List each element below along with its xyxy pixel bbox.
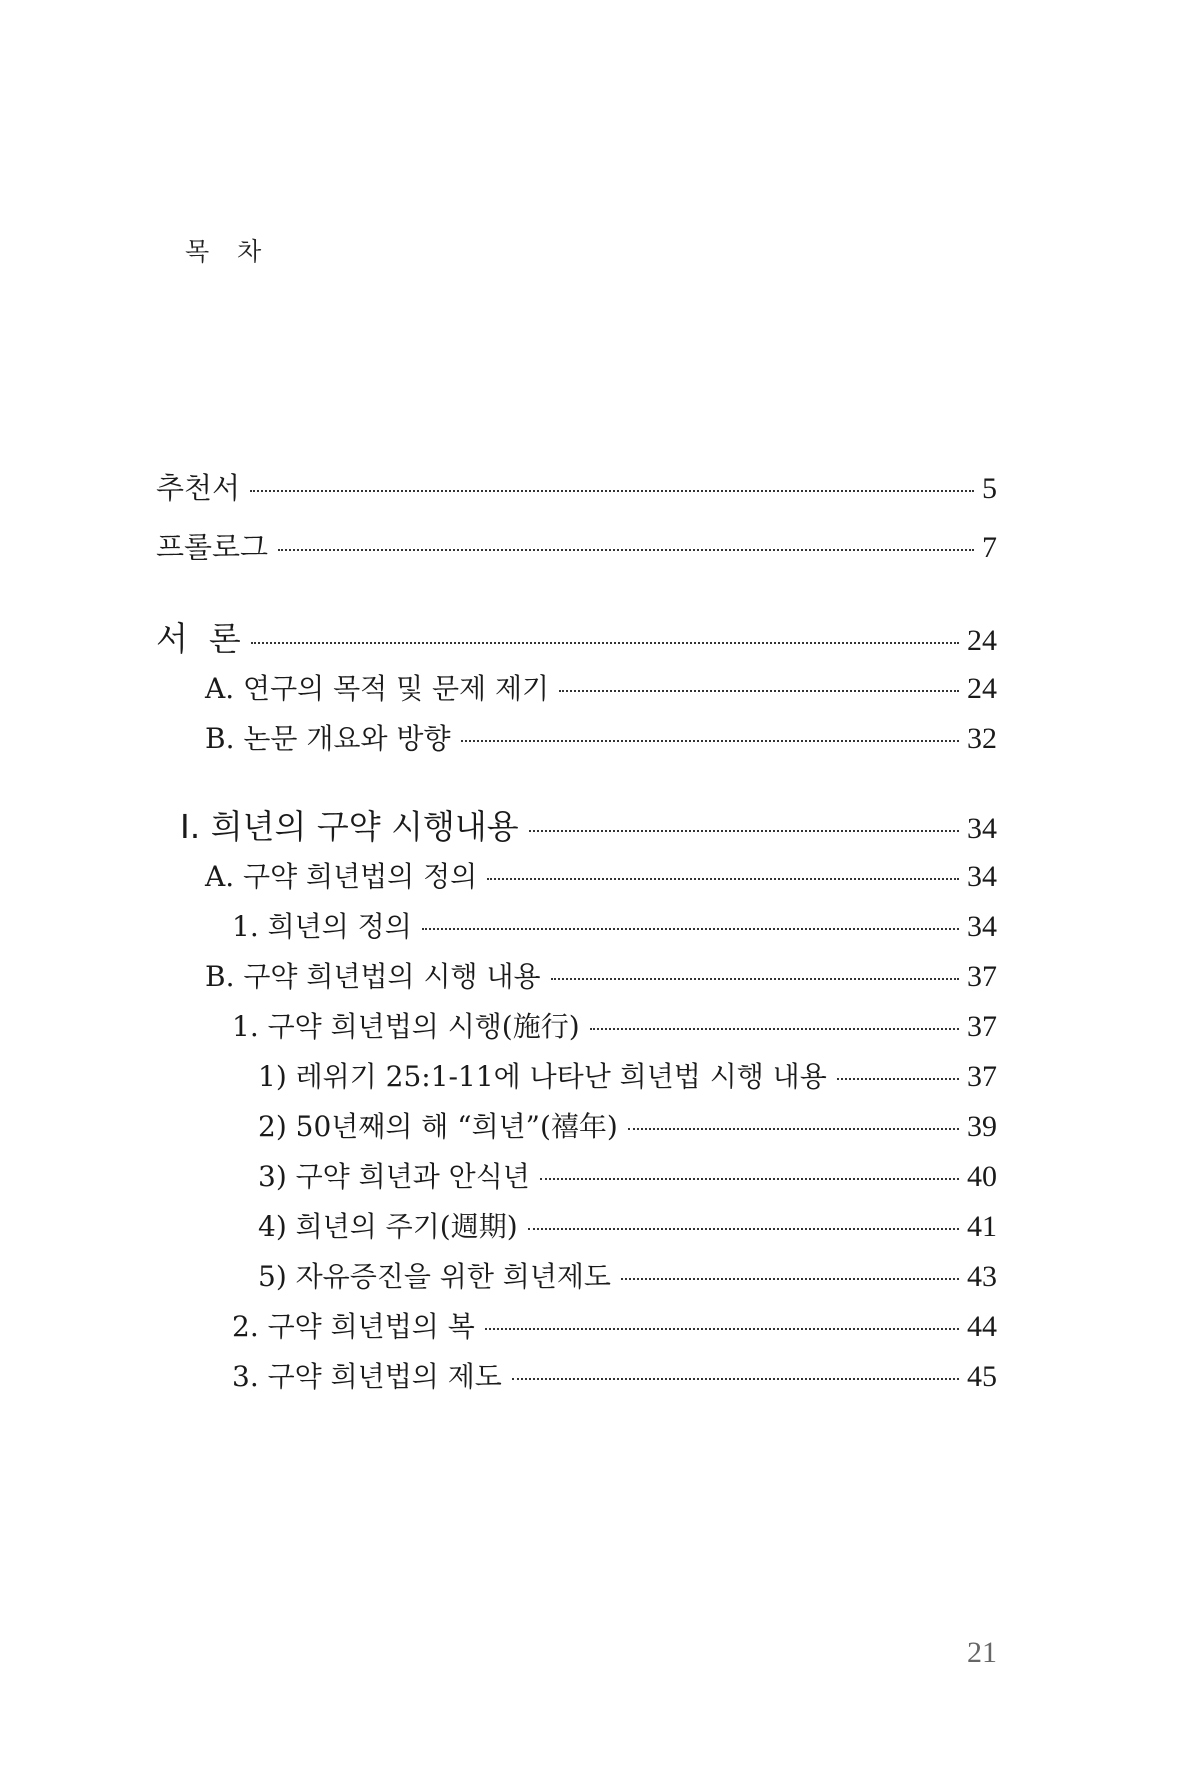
toc-entry-page: 37: [967, 960, 997, 993]
toc-entry-title: 1) 레위기 25:1-11에 나타난 희년법 시행 내용: [258, 1060, 827, 1093]
toc-entry-ch1-b-2[interactable]: [232, 1312, 997, 1342]
dot-leader: [528, 1228, 959, 1230]
dot-leader: [551, 978, 959, 980]
dot-leader: [487, 878, 959, 880]
toc-entry-title: 추천서: [156, 471, 241, 505]
dot-leader: [251, 642, 959, 644]
toc-entry-page: 34: [967, 910, 997, 943]
toc-entry-page: 5: [982, 472, 997, 505]
dot-leader: [837, 1078, 959, 1080]
toc-entry-introduction[interactable]: [156, 619, 997, 658]
toc-entry-title: 3. 구약 희년법의 제도: [232, 1360, 502, 1393]
toc-entry-page: 44: [967, 1310, 997, 1343]
toc-entry-title: 서 론: [156, 619, 241, 658]
toc-entry-ch1-b-3[interactable]: [232, 1362, 997, 1392]
toc-entry-title: 2. 구약 희년법의 복: [232, 1310, 475, 1343]
toc-entry-recommendation[interactable]: [156, 471, 997, 505]
dot-leader: [529, 830, 959, 832]
toc-entry-ch1-a-1[interactable]: [232, 912, 997, 942]
toc-entry-title: B. 논문 개요와 방향: [205, 722, 451, 755]
toc-entry-ch1-b-1[interactable]: [232, 1012, 997, 1042]
toc-entry-page: 24: [967, 672, 997, 705]
toc-entry-page: 37: [967, 1060, 997, 1093]
dot-leader: [485, 1328, 959, 1330]
toc-entry-title: A. 구약 희년법의 정의: [205, 860, 478, 893]
toc-entry-page: 34: [967, 860, 997, 893]
toc-entry-title: 3) 구약 희년과 안식년: [258, 1160, 530, 1193]
toc-entry-page: 41: [967, 1210, 997, 1243]
toc-entry-chapter-1[interactable]: [180, 807, 997, 846]
dot-leader: [540, 1178, 959, 1180]
toc-entry-page: 45: [967, 1360, 997, 1393]
toc-entry-title: 5) 자유증진을 위한 희년제도: [258, 1260, 611, 1293]
toc-entry-intro-b[interactable]: [205, 724, 997, 754]
toc-entry-page: 39: [967, 1110, 997, 1143]
toc-entry-ch1-a[interactable]: [205, 862, 997, 892]
toc-entry-page: 37: [967, 1010, 997, 1043]
dot-leader: [278, 549, 974, 551]
toc-entry-page: 32: [967, 722, 997, 755]
dot-leader: [250, 490, 974, 492]
page-number: 21: [967, 1636, 997, 1669]
toc-entry-page: 7: [982, 531, 997, 564]
toc-entry-title: 프롤로그: [156, 530, 269, 564]
dot-leader: [461, 740, 959, 742]
toc-entry-ch1-b-1-2[interactable]: [258, 1112, 997, 1142]
toc-entry-title: A. 연구의 목적 및 문제 제기: [205, 672, 550, 705]
toc-entry-page: 40: [967, 1160, 997, 1193]
toc-entry-title: B. 구약 희년법의 시행 내용: [205, 960, 541, 993]
toc-entry-ch1-b[interactable]: [205, 962, 997, 992]
dot-leader: [590, 1028, 959, 1030]
toc-entry-intro-a[interactable]: [205, 674, 997, 704]
toc-entry-ch1-b-1-1[interactable]: [258, 1062, 997, 1092]
dot-leader: [559, 690, 959, 692]
dot-leader: [621, 1278, 959, 1280]
toc-entry-title: Ⅰ. 희년의 구약 시행내용: [180, 807, 519, 846]
dot-leader: [422, 928, 959, 930]
dot-leader: [512, 1378, 959, 1380]
toc-entry-title: 2) 50년째의 해 “희년”(禧年): [258, 1110, 618, 1143]
dot-leader: [628, 1128, 959, 1130]
toc-entry-title: 1. 구약 희년법의 시행(施行): [232, 1010, 580, 1043]
toc-entry-title: 1. 희년의 정의: [232, 910, 412, 943]
toc-entry-title: 4) 희년의 주기(週期): [258, 1210, 518, 1243]
toc-entry-ch1-b-1-4[interactable]: [258, 1212, 997, 1242]
toc-heading: 목 차: [185, 237, 272, 266]
toc-entry-page: 24: [967, 624, 997, 657]
toc-entry-ch1-b-1-3[interactable]: [258, 1162, 997, 1192]
toc-entry-page: 43: [967, 1260, 997, 1293]
toc-entry-ch1-b-1-5[interactable]: [258, 1262, 997, 1292]
toc-entry-page: 34: [967, 812, 997, 845]
toc-entry-prologue[interactable]: [156, 530, 997, 564]
